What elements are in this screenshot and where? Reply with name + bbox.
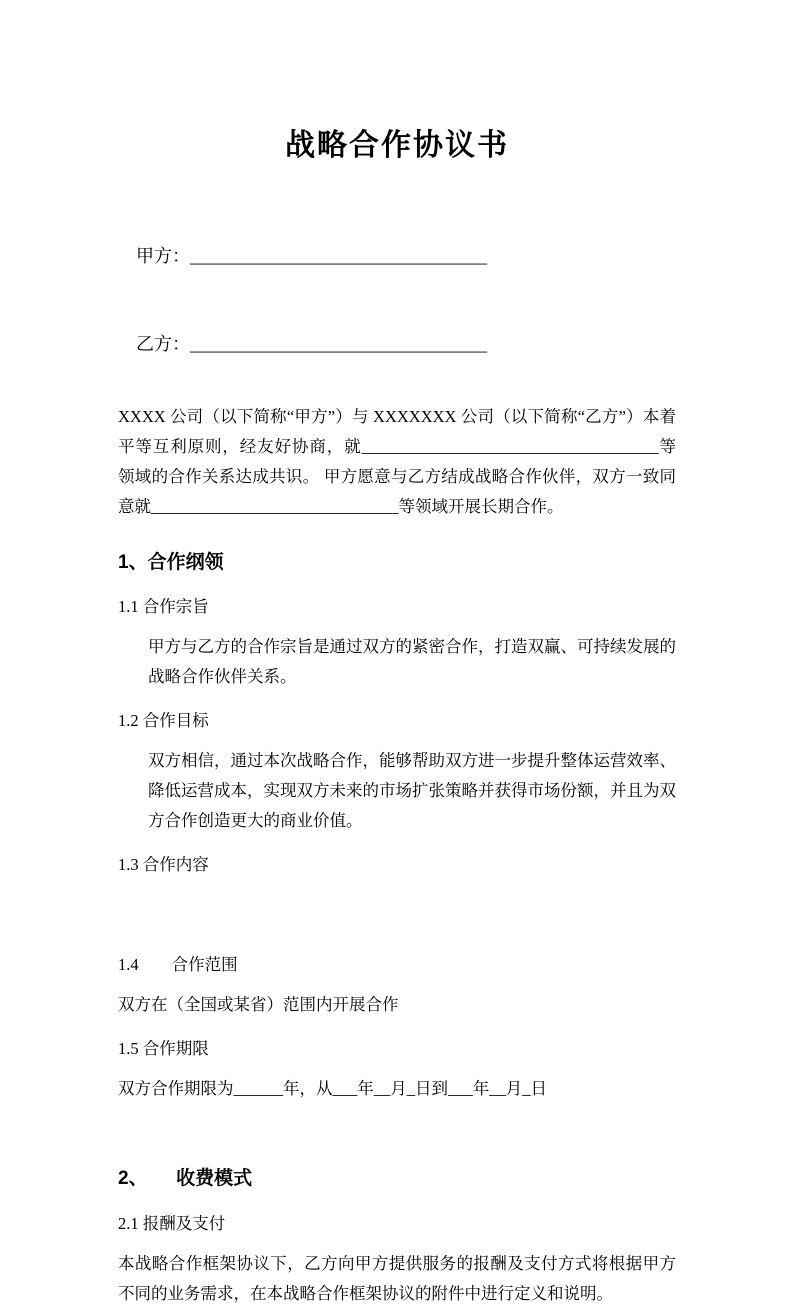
spacer <box>118 890 676 936</box>
party-b-label: 乙方： <box>136 334 190 355</box>
section-2-1-body: 本战略合作框架协议下，乙方向甲方提供服务的报酬及支付方式将根据甲方不同的业务需求，在本战略合作框架协议的附件中进行定义和说明。 <box>118 1253 676 1303</box>
party-b-line <box>118 313 676 378</box>
party-b-blank: _________________________________ <box>190 334 487 355</box>
section-1-5-heading: 1.5 合作期限 <box>118 1039 209 1059</box>
section-1-1-heading: 1.1 合作宗旨 <box>118 597 209 617</box>
document-title: 战略合作协议书 <box>285 129 509 162</box>
spacer <box>118 1112 676 1138</box>
party-a-label: 甲方： <box>136 245 190 266</box>
section-2-heading: 2、 收费模式 <box>118 1168 253 1190</box>
section-1-4-body: 双方在（全国或某省）范围内开展合作 <box>118 995 399 1015</box>
party-a-line <box>118 224 676 289</box>
section-1-4-heading: 1.4 合作范围 <box>118 955 238 975</box>
party-a-blank: _________________________________ <box>190 245 487 266</box>
section-2-1-heading: 2.1 报酬及支付 <box>118 1213 226 1233</box>
section-1-1-body: 甲方与乙方的合作宗旨是通过双方的紧密合作，打造双赢、可持续发展的战略合作伙伴关系。 <box>148 637 676 687</box>
section-1-heading: 1、合作纲领 <box>118 551 224 573</box>
section-1-2-body: 双方相信，通过本次战略合作，能够帮助双方进一步提升整体运营效率、降低运营成本，实现双方未来的市场扩张策略并获得市场份额，并且为双方合作创造更大的商业价值。 <box>148 751 676 831</box>
section-1-3-heading: 1.3 合作内容 <box>118 855 209 875</box>
section-1-2-heading: 1.2 合作目标 <box>118 711 209 731</box>
section-1-5-body: 双方合作期限为______年，从___年__月_日到___年__月_日 <box>118 1079 547 1099</box>
intro-paragraph: XXXX 公司（以下简称“甲方”）与 XXXXXXX 公司（以下简称“乙方”）本着平等互利原则，经友好协商，就____________________________________等领域的合作关系达成共识。 甲方愿意与乙方结成战略合作伙伴，双方一致同意就______________________________等领域开展长期合作。 <box>118 406 676 516</box>
